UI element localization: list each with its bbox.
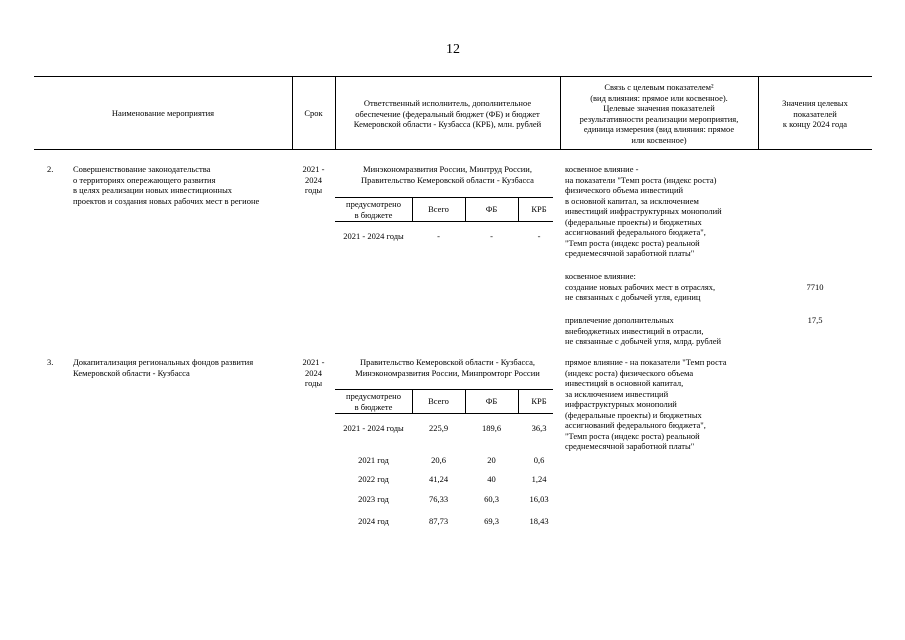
- row-3-budget-krb: 0,6: [533, 455, 545, 465]
- row-3-name: Докапитализация региональных фондов развития Кемеровской области - Кузбасса: [73, 357, 254, 378]
- row-3-budget-period: 2022 год: [358, 474, 389, 484]
- row-3-budget-period: 2021 - 2024 годы: [343, 423, 404, 433]
- row-2-budget-total: -: [437, 231, 440, 241]
- row-2-budget-head-krb: КРБ: [531, 204, 547, 214]
- row-3-budget-total: 20,6: [431, 455, 446, 465]
- row-2-link-2: косвенное влияние: создание новых рабочих мест в отраслях, не связанных с добычей угля, единиц: [565, 271, 716, 302]
- row-3-term: 2021 - 2024 годы: [302, 357, 325, 388]
- row-3-budget-total: 225,9: [428, 423, 449, 433]
- row-3-budget-period: 2023 год: [358, 494, 389, 504]
- row-2-budget-fb: -: [490, 231, 493, 241]
- row-3-budget-total: 76,33: [428, 494, 449, 504]
- row-3-budget-header-border: [335, 413, 553, 414]
- row-3-budget-fb: 69,3: [484, 516, 499, 526]
- header-bottom-border: [34, 149, 872, 150]
- row-3-budget-period: 2024 год: [358, 516, 389, 526]
- row-2-budget-krb: -: [537, 231, 541, 241]
- row-2-link-1: косвенное влияние - на показатели "Темп роста (индекс роста) физического объема инвестиций в основной капитал, за исключением инвестиций инфраструктурных монополий (федеральные проекты) и бюджетных ассигнований федерального бюджета", "Темп роста (индекс роста) реальной среднемесячной заработной платы": [565, 164, 722, 258]
- row-3-number: 3.: [47, 357, 54, 367]
- row-2-budget-top-border: [335, 197, 553, 198]
- row-2-budget-period: 2021 - 2024 годы: [343, 231, 404, 241]
- header-top-border: [34, 76, 872, 77]
- header-col-name: Наименование мероприятия: [111, 108, 215, 118]
- row-3-link-1: прямое влияние - на показатели "Темп роста (индекс роста) физического объема инвестиций в основной капитал, за исключением инвестиций инфраструктурных монополий (федеральные проекты) и бюджетных ассигнований федерального бюджета", "Темп роста (индекс роста) реальной среднемесячной заработной платы": [565, 357, 727, 451]
- row-3-budget-fb: 40: [487, 474, 496, 484]
- row-3-budget-head-krb: КРБ: [531, 396, 547, 406]
- row-3-budget-fb: 189,6: [481, 423, 502, 433]
- row-2-link-3: привлечение дополнительных внебюджетных инвестиций в отрасли, не связанные с добычей угля, млрд. рублей: [565, 315, 722, 346]
- row-3-budget-head-period: предусмотрено в бюджете: [346, 391, 401, 412]
- row-3-budget-top-border: [335, 389, 553, 390]
- row-2-budget-head-total: Всего: [428, 204, 449, 214]
- row-2-executor: Минэкономразвития России, Минтруд России, Правительство Кемеровской области - Кузбасса: [361, 164, 534, 185]
- row-3-budget-period: 2021 год: [358, 455, 389, 465]
- row-3-budget-krb: 16,03: [529, 494, 549, 504]
- row-2-number: 2.: [47, 164, 54, 174]
- row-3-budget-total: 41,24: [428, 474, 449, 484]
- row-3-budget-krb: 36,3: [531, 423, 547, 433]
- header-col-executor: Ответственный исполнитель, дополнительное обеспечение (федеральный бюджет (ФБ) и бюджет Кемеровской области - Кузбасса (КРБ), млн. рублей: [353, 98, 542, 129]
- row-3-budget-krb: 1,24: [531, 474, 547, 484]
- row-3-budget-head-total: Всего: [428, 396, 449, 406]
- row-3-budget-fb: 20: [487, 455, 496, 465]
- row-3-budget-krb: 18,43: [529, 516, 549, 526]
- header-col-values: Значения целевых показателей к концу 2024 года: [782, 98, 848, 129]
- header-col-term: Срок: [304, 108, 323, 118]
- row-3-budget-fb: 60,3: [484, 494, 499, 504]
- page-number: 12: [446, 42, 460, 57]
- row-2-name: Совершенствование законодательства о территориях опережающего развития в целях реализации новых инвестиционных проектов и создания новых рабочих мест в регионе: [73, 164, 260, 206]
- row-2-budget-header-border: [335, 221, 553, 222]
- row-2-term: 2021 - 2024 годы: [302, 164, 325, 195]
- row-2-budget-head-fb: ФБ: [485, 204, 498, 214]
- row-3-budget-total: 87,73: [428, 516, 449, 526]
- row-2-link-3-value: 17,5: [807, 315, 823, 325]
- header-col-link: Связь с целевым показателем² (вид влияния: прямое или косвенное). Целевые значения показателей результативности реализации мероприятия, единица измерения (вид влияния: прямое или косвенное): [579, 82, 739, 145]
- row-2-budget-head-period: предусмотрено в бюджете: [346, 199, 401, 220]
- row-3-budget-head-fb: ФБ: [485, 396, 498, 406]
- row-2-link-2-value: 7710: [806, 282, 824, 292]
- row-3-executor: Правительство Кемеровской области - Кузбасса, Минэкономразвития России, Минпромторг России: [355, 357, 540, 378]
